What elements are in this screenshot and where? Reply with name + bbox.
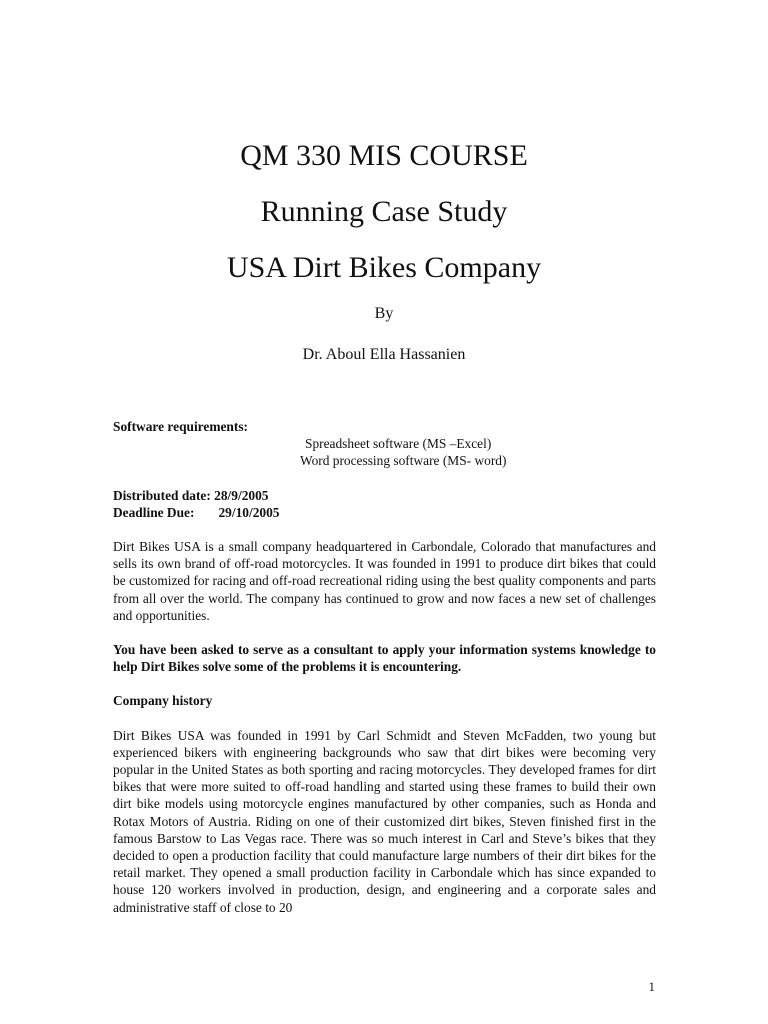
software-item-spreadsheet: Spreadsheet software (MS –Excel) [305,436,492,452]
company-history-paragraph: Dirt Bikes USA was founded in 1991 by Carl Schmidt and Steven McFadden, two young but experienced bikers with engineering backgrounds who saw that dirt bikes were becoming very popular in the United States as both sporting and racing motorcycles. They developed frames for dirt bikes that were more suited to off-road handling and started using these frames to build their own dirt bike models using motorcycle engines manufactured by other companies, such as Honda and Rotax Motors of Austria. Riding on one of their customized dirt bikes, Steven finished first in the famous Barstow to Las Vegas race. There was so much interest in Carl and Steve’s bikes that they decided to open a production facility that could manufacture large numbers of their dirt bikes for the retail market. They opened a small production facility in Carbondale which has since expanded to house 120 workers involved in production, design, and engineering and a corporate sales and administrative staff of close to 20 [113,727,656,915]
author-name: Dr. Aboul Ella Hassanien [302,346,466,363]
software-item-word-processing: Word processing software (MS- word) [300,453,507,469]
deadline-value: 29/10/2005 [218,504,280,520]
document-body [113,418,656,916]
deadline-label: Deadline Due: [113,504,195,520]
document-subtitle: Running Case Study [260,195,508,228]
dates-section [113,487,656,521]
page-number: 1 [648,979,655,994]
software-requirements-label: Software requirements: [113,419,248,434]
deadline-date-row [113,504,656,521]
company-history-heading: Company history [113,693,213,709]
software-requirements-section [113,418,656,470]
intro-paragraph: Dirt Bikes USA is a small company headquartered in Carbondale, Colorado that manufactures and sells its own brand of off-road motorcycles. It was founded in 1991 to produce dirt bikes that could be customized for racing and off-road recreational riding using the best quality components and parts from all over the world. The company has continued to grow and now faces a new set of challenges and opportunities. [113,539,656,623]
assignment-paragraph: You have been asked to serve as a consultant to apply your information systems knowledge to help Dirt Bikes solve some of the problems it is encountering. [113,642,656,675]
distributed-date: Distributed date: 28/9/2005 [113,487,269,503]
document-company-title: USA Dirt Bikes Company [226,251,542,284]
by-line: By [374,305,394,322]
document-title: QM 330 MIS COURSE [240,139,528,172]
